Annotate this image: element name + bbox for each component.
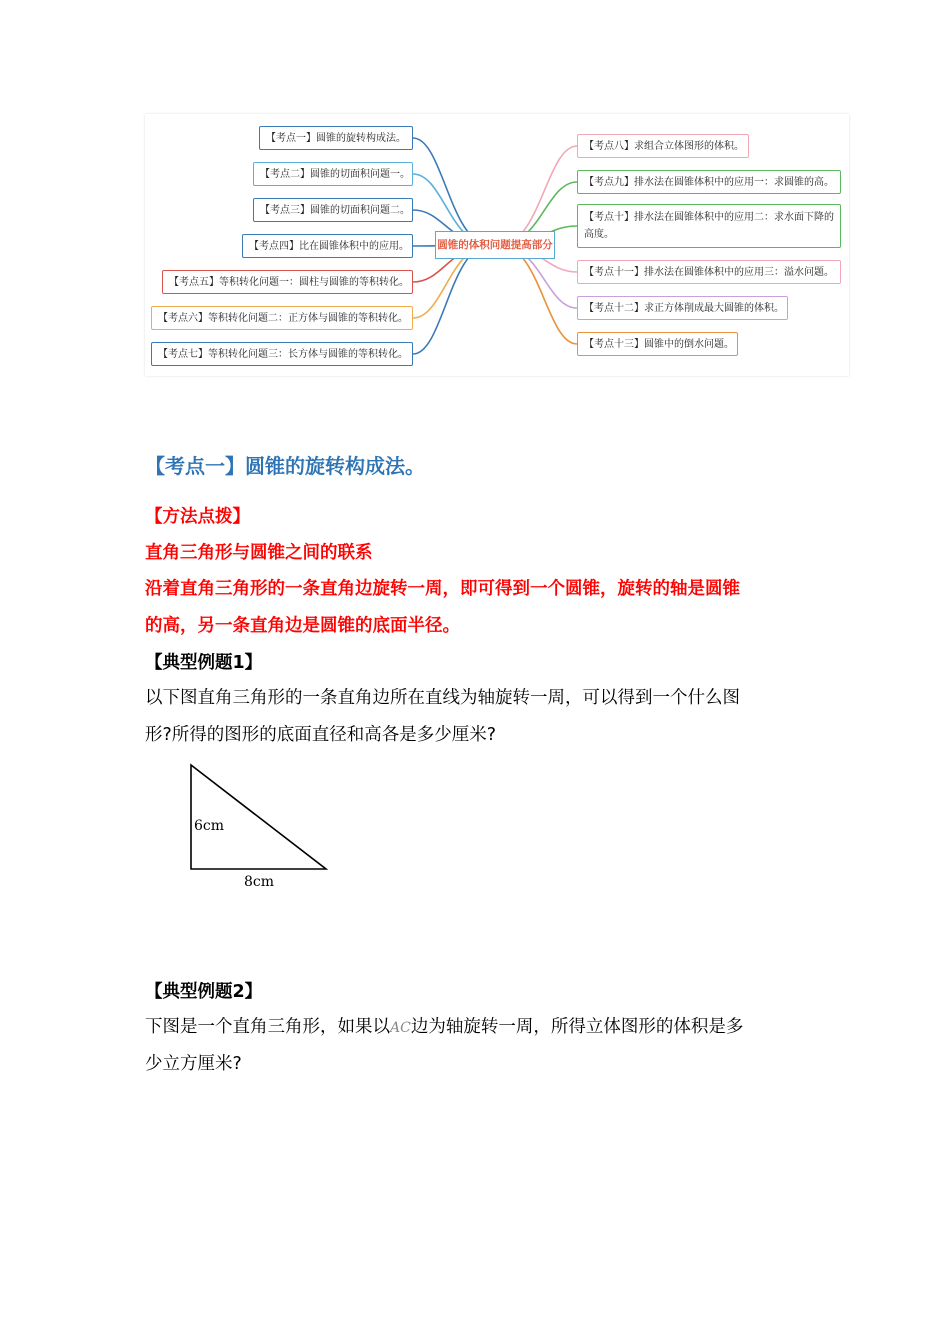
variable-ac: AC — [390, 1020, 411, 1036]
mind-map-node-left: 【考点三】圆锥的切面积问题二。 — [253, 198, 413, 222]
mind-map-node-right: 【考点十一】排水法在圆锥体积中的应用三：溢水问题。 — [577, 260, 841, 284]
right-triangle-figure — [180, 760, 340, 900]
example-1-line-1: 以下图直角三角形的一条直角边所在直线为轴旋转一周，可以得到一个什么图 — [145, 688, 740, 708]
mind-map-connector — [413, 138, 490, 245]
mind-map-center-node: 圆锥的体积问题提高部分 — [435, 231, 555, 259]
mind-map-node-left: 【考点四】比在圆锥体积中的应用。 — [242, 234, 413, 258]
mind-map-node-right: 【考点八】求组合立体图形的体积。 — [577, 134, 749, 158]
section-heading: 【考点一】圆锥的旋转构成法。 — [145, 454, 425, 478]
method-line-2: 沿着直角三角形的一条直角边旋转一周，即可得到一个圆锥，旋转的轴是圆锥 — [145, 579, 740, 599]
method-heading: 【方法点拨】 — [145, 507, 250, 527]
mind-map-node-right: 【考点十三】圆锥中的倒水问题。 — [577, 332, 738, 356]
mind-map-node-right: 【考点十】排水法在圆锥体积中的应用二：求水面下降的高度。 — [577, 204, 841, 248]
triangle-shape — [191, 765, 326, 869]
example-1-heading: 【典型例题1】 — [145, 653, 263, 673]
example-2-line-1-a: 下图是一个直角三角形，如果以 — [145, 1017, 390, 1037]
example-2-line-2: 少立方厘米? — [145, 1054, 242, 1074]
example-1-line-2: 形?所得的图形的底面直径和高各是多少厘米? — [145, 725, 497, 745]
mind-map-node-left: 【考点二】圆锥的切面积问题一。 — [253, 162, 413, 186]
mind-map — [145, 114, 849, 376]
mind-map-node-left: 【考点一】圆锥的旋转构成法。 — [259, 126, 413, 150]
side-label-6cm: 6cm — [194, 818, 225, 834]
method-line-3: 的高，另一条直角边是圆锥的底面半径。 — [145, 616, 460, 636]
mind-map-connector — [500, 245, 577, 344]
mind-map-node-right: 【考点九】排水法在圆锥体积中的应用一：求圆锥的高。 — [577, 170, 841, 194]
base-label-8cm: 8cm — [244, 874, 275, 890]
method-line-1: 直角三角形与圆锥之间的联系 — [145, 543, 373, 563]
mind-map-node-right: 【考点十二】求正方体削成最大圆锥的体积。 — [577, 296, 788, 320]
mind-map-node-left: 【考点六】等积转化问题二：正方体与圆锥的等积转化。 — [151, 306, 413, 330]
example-2-heading: 【典型例题2】 — [145, 982, 263, 1002]
mind-map-node-left: 【考点七】等积转化问题三：长方体与圆锥的等积转化。 — [151, 342, 413, 366]
mind-map-node-left: 【考点五】等积转化问题一：圆柱与圆锥的等积转化。 — [162, 270, 413, 294]
example-2-line-1 — [145, 1013, 743, 1038]
example-2-line-1-b: 边为轴旋转一周，所得立体图形的体积是多 — [410, 1017, 744, 1037]
